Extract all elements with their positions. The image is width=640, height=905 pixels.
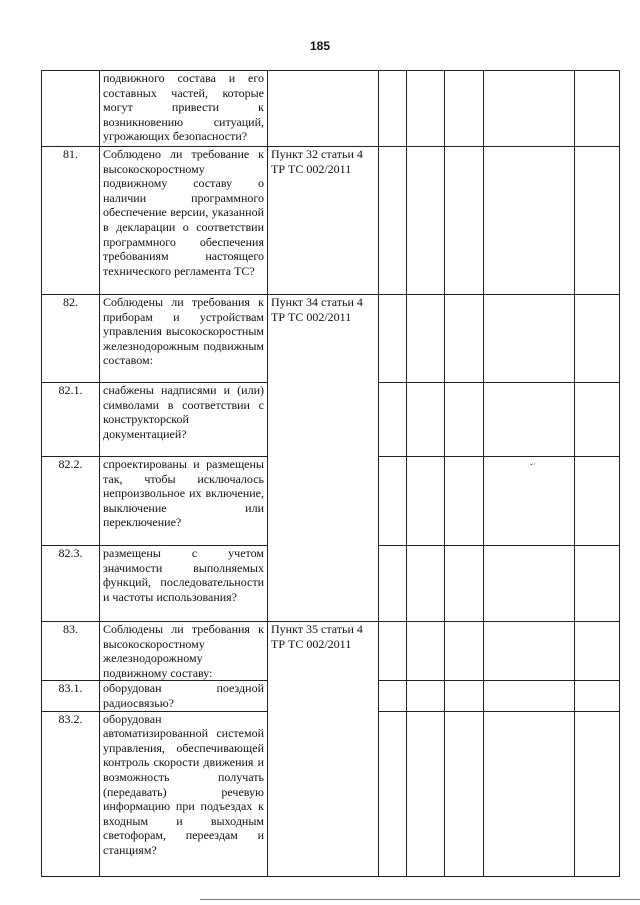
- answer-cell-no: [407, 546, 445, 622]
- answer-cell-no: [407, 711, 445, 876]
- row-reference: Пункт 35 статьи 4 ТР ТС 002/2011: [268, 622, 379, 877]
- answer-cell-note: [484, 71, 575, 147]
- answer-cell-note: [484, 711, 575, 876]
- page-number: 185: [309, 39, 331, 53]
- answer-cell-yes: [379, 457, 407, 546]
- answer-cell-na: [445, 383, 484, 457]
- answer-cell-no: [407, 622, 445, 681]
- row-question: Соблюдены ли требования к приборам и устройствам управления высокоскоростным железнодорожным подвижным составом:: [100, 295, 268, 383]
- row-number: 82.3.: [42, 546, 100, 622]
- row-reference-empty: [268, 71, 379, 147]
- answer-cell-extra: [575, 546, 620, 622]
- row-number: 82.1.: [42, 383, 100, 457]
- table-row: [42, 147, 620, 295]
- answer-cell-no: [407, 457, 445, 546]
- answer-cell-extra: [575, 295, 620, 383]
- row-number: [42, 71, 100, 147]
- table-row: [42, 622, 620, 681]
- row-question: оборудован автоматизированной системой управления, обеспечивающей контроль скорости движения и возможность получать (передавать) речевую информацию при подъездах к входным и выходным светофорам, переездам и станциям?: [100, 711, 268, 876]
- answer-cell-yes: [379, 546, 407, 622]
- answer-cell-extra: [575, 383, 620, 457]
- answer-cell-note: [484, 295, 575, 383]
- answer-cell-note: [484, 546, 575, 622]
- answer-cell-note: [484, 457, 575, 546]
- row-number: 81.: [42, 147, 100, 295]
- answer-cell-note: [484, 147, 575, 295]
- table-row: [42, 71, 620, 147]
- table-row: [42, 295, 620, 383]
- answer-cell-na: [445, 681, 484, 711]
- answer-cell-yes: [379, 147, 407, 295]
- answer-cell-yes: [379, 295, 407, 383]
- row-reference: Пункт 34 статьи 4 ТР ТС 002/2011: [268, 295, 379, 622]
- row-question: Соблюдены ли требования к высокоскоростному железнодорожному подвижному составу:: [100, 622, 268, 681]
- answer-cell-no: [407, 383, 445, 457]
- answer-cell-na: [445, 622, 484, 681]
- bottom-rule: [200, 899, 640, 900]
- answer-cell-no: [407, 681, 445, 711]
- answer-cell-na: [445, 295, 484, 383]
- row-question: размещены с учетом значимости выполняемых функций, последовательности и частоты использования?: [100, 546, 268, 622]
- row-number: 82.: [42, 295, 100, 383]
- answer-cell-na: [445, 71, 484, 147]
- answer-cell-extra: [575, 147, 620, 295]
- row-number: 83.2.: [42, 711, 100, 876]
- row-question: спроектированы и размещены так, чтобы исключалось непроизвольное их включение, выключение или переключение?: [100, 457, 268, 546]
- scan-speck-mark: ˇ˙: [530, 462, 536, 472]
- answer-cell-note: [484, 383, 575, 457]
- row-question: снабжены надписями и (или) символами в соответствии с конструкторской документацией?: [100, 383, 268, 457]
- row-question: оборудован поездной радиосвязью?: [100, 681, 268, 711]
- answer-cell-extra: [575, 71, 620, 147]
- answer-cell-note: [484, 681, 575, 711]
- answer-cell-note: [484, 622, 575, 681]
- answer-cell-na: [445, 457, 484, 546]
- answer-cell-yes: [379, 681, 407, 711]
- row-reference: Пункт 32 статьи 4 ТР ТС 002/2011: [268, 147, 379, 295]
- answer-cell-na: [445, 711, 484, 876]
- answer-cell-na: [445, 147, 484, 295]
- answer-cell-no: [407, 147, 445, 295]
- row-question: подвижного состава и его составных частей, которые могут привести к возникновению ситуаций, угрожающих безопасности?: [100, 71, 268, 147]
- answer-cell-extra: [575, 622, 620, 681]
- answer-cell-yes: [379, 71, 407, 147]
- answer-cell-no: [407, 71, 445, 147]
- answer-cell-yes: [379, 383, 407, 457]
- answer-cell-extra: [575, 711, 620, 876]
- answer-cell-na: [445, 546, 484, 622]
- row-number: 83.1.: [42, 681, 100, 711]
- row-number: 82.2.: [42, 457, 100, 546]
- answer-cell-extra: [575, 681, 620, 711]
- answer-cell-no: [407, 295, 445, 383]
- answer-cell-yes: [379, 711, 407, 876]
- row-number: 83.: [42, 622, 100, 681]
- answer-cell-extra: [575, 457, 620, 546]
- row-question: Соблюдено ли требование к высокоскоростному подвижному составу о наличии программного обеспечение версии, указанной в декларации о соответствии программного обеспечения требованиям настоящего технического регламента ТС?: [100, 147, 268, 295]
- answer-cell-yes: [379, 622, 407, 681]
- checklist-table: [41, 70, 620, 877]
